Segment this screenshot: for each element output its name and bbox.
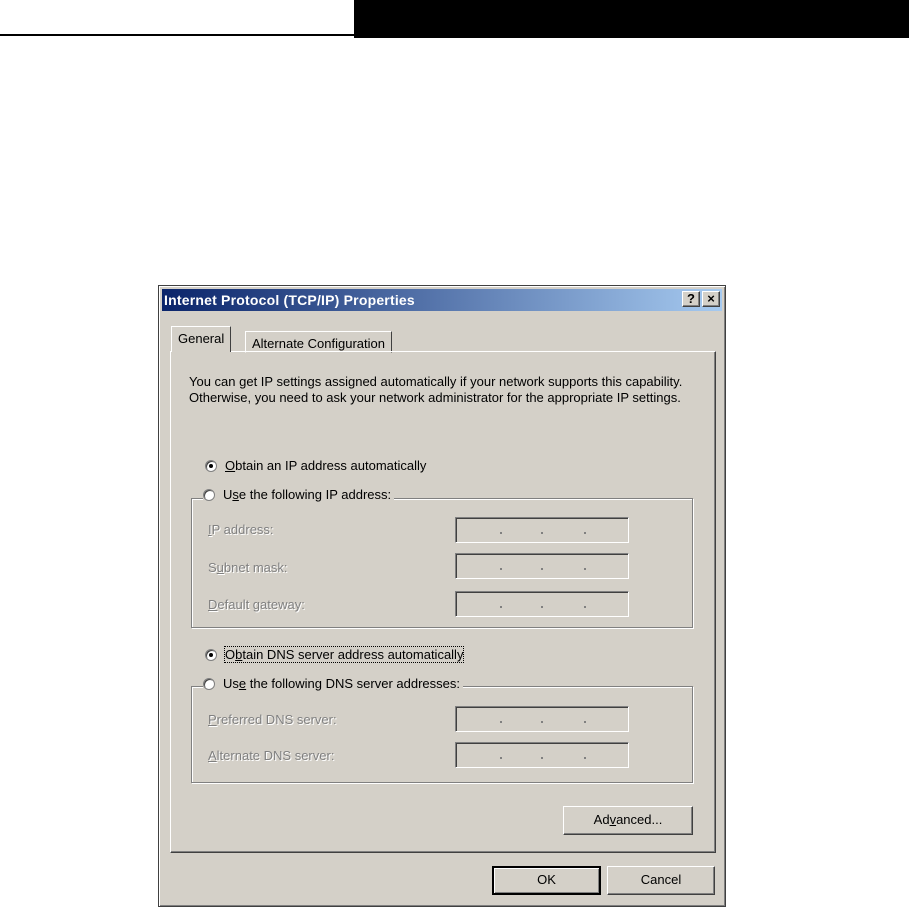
description-text: You can get IP settings assigned automatically if your network supports this capability. Otherwise, you need to ask your network administrator for the appropriate IP settings. bbox=[189, 374, 683, 405]
dns-server-group bbox=[191, 686, 693, 783]
obtain-ip-auto-label: Obtain an IP address automatically bbox=[225, 458, 427, 473]
subnet-mask-input[interactable] bbox=[455, 553, 629, 579]
alternate-dns-input[interactable] bbox=[455, 742, 629, 768]
page-header-bar bbox=[354, 0, 909, 38]
use-following-dns-option[interactable] bbox=[203, 676, 463, 691]
use-following-dns-label: Use the following DNS server addresses: bbox=[223, 676, 460, 691]
close-button[interactable]: × bbox=[702, 291, 720, 307]
use-following-ip-option[interactable] bbox=[203, 487, 394, 502]
preferred-dns-label: Preferred DNS server: bbox=[208, 712, 337, 727]
page-header-left bbox=[0, 0, 354, 36]
obtain-ip-auto-radio[interactable] bbox=[205, 460, 217, 472]
use-following-ip-label: Use the following IP address: bbox=[223, 487, 392, 502]
preferred-dns-input[interactable] bbox=[455, 706, 629, 732]
tab-alternate-configuration[interactable]: Alternate Configuration bbox=[245, 331, 392, 353]
advanced-button[interactable]: Advanced... bbox=[563, 806, 693, 835]
default-gateway-input[interactable] bbox=[455, 591, 629, 617]
ip-address-input[interactable] bbox=[455, 517, 629, 543]
subnet-mask-label: Subnet mask: bbox=[208, 560, 288, 575]
ip-address-label: IP address: bbox=[208, 522, 274, 537]
dialog-title: Internet Protocol (TCP/IP) Properties bbox=[164, 292, 415, 308]
help-button[interactable]: ? bbox=[682, 291, 700, 307]
obtain-dns-auto-label: Obtain DNS server address automatically bbox=[225, 647, 464, 662]
obtain-dns-auto-option[interactable] bbox=[205, 647, 466, 662]
obtain-dns-auto-radio[interactable] bbox=[205, 649, 217, 661]
tab-general[interactable]: General bbox=[171, 326, 231, 352]
obtain-ip-auto-option[interactable] bbox=[205, 458, 429, 473]
ok-button[interactable]: OK bbox=[492, 866, 601, 895]
cancel-button[interactable]: Cancel bbox=[607, 866, 715, 895]
alternate-dns-label: Alternate DNS server: bbox=[208, 748, 335, 763]
default-gateway-label: Default gateway: bbox=[208, 597, 305, 612]
use-following-ip-radio[interactable] bbox=[203, 489, 215, 501]
tcpip-properties-dialog bbox=[158, 285, 726, 907]
use-following-dns-radio[interactable] bbox=[203, 678, 215, 690]
title-bar bbox=[162, 289, 722, 311]
